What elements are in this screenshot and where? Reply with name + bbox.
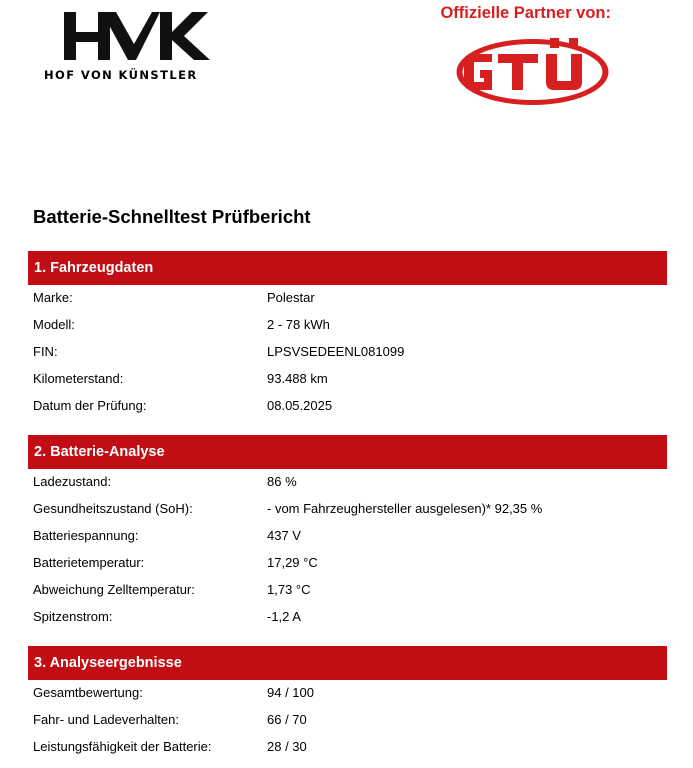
row-label: Abweichung Zelltemperatur:	[33, 582, 195, 597]
hvk-logo-mark	[44, 8, 220, 66]
row-label: Batteriespannung:	[33, 528, 139, 543]
table-row	[28, 285, 667, 312]
row-value: 86 %	[267, 474, 297, 489]
table-row	[28, 680, 667, 707]
section-analysis-results	[28, 646, 667, 761]
row-label: Kilometerstand:	[33, 371, 124, 386]
section-header: 2. Batterie-Analyse	[28, 435, 667, 469]
row-label: Ladezustand:	[33, 474, 112, 489]
hvk-logo	[44, 8, 220, 86]
row-label: Gesamtbewertung:	[33, 685, 143, 700]
table-row	[28, 550, 667, 577]
table-row	[28, 707, 667, 734]
row-value: 94 / 100	[267, 685, 314, 700]
section-battery-analysis	[28, 435, 667, 631]
row-value: 17,29 °C	[267, 555, 318, 570]
table-row	[28, 496, 667, 523]
row-value: 28 / 30	[267, 739, 307, 754]
row-label: Modell:	[33, 317, 75, 332]
gtu-logo-text: GTÜ	[454, 34, 457, 35]
gtu-logo	[454, 34, 611, 106]
row-label: Datum der Prüfung:	[33, 398, 147, 413]
table-row	[28, 393, 667, 420]
table-row	[28, 577, 667, 604]
row-value: 93.488 km	[267, 371, 328, 386]
row-label: Marke:	[33, 290, 73, 305]
row-value: 66 / 70	[267, 712, 307, 727]
section-header: 1. Fahrzeugdaten	[28, 251, 667, 285]
row-label: FIN:	[33, 344, 58, 359]
hvk-logo-text: HOF VON KÜNSTLER	[44, 68, 198, 82]
row-label: Spitzenstrom:	[33, 609, 113, 624]
table-row	[28, 339, 667, 366]
row-label: Fahr- und Ladeverhalten:	[33, 712, 179, 727]
table-row	[28, 604, 667, 631]
row-label: Gesundheitszustand (SoH):	[33, 501, 193, 516]
row-value: 437 V	[267, 528, 301, 543]
table-row	[28, 523, 667, 550]
row-value: -1,2 A	[267, 609, 301, 624]
table-row	[28, 734, 667, 761]
table-row	[28, 469, 667, 496]
report-title: Batterie-Schnelltest Prüfbericht	[33, 206, 311, 227]
row-value: - vom Fahrzeughersteller ausgelesen)* 92,35 %	[267, 501, 543, 516]
table-row	[28, 312, 667, 339]
row-value: 08.05.2025	[267, 398, 333, 413]
row-value: Polestar	[267, 290, 315, 305]
row-value: 1,73 °C	[267, 582, 311, 597]
section-header: 3. Analyseergebnisse	[28, 646, 667, 680]
row-value: 2 - 78 kWh	[267, 317, 330, 332]
table-row	[28, 366, 667, 393]
row-label: Leistungsfähigkeit der Batterie:	[33, 739, 212, 754]
partner-label: Offizielle Partner von:	[440, 4, 611, 22]
row-value: LPSVSEDEENL081099	[267, 344, 405, 359]
section-vehicle-data	[28, 251, 667, 420]
row-label: Batterietemperatur:	[33, 555, 145, 570]
